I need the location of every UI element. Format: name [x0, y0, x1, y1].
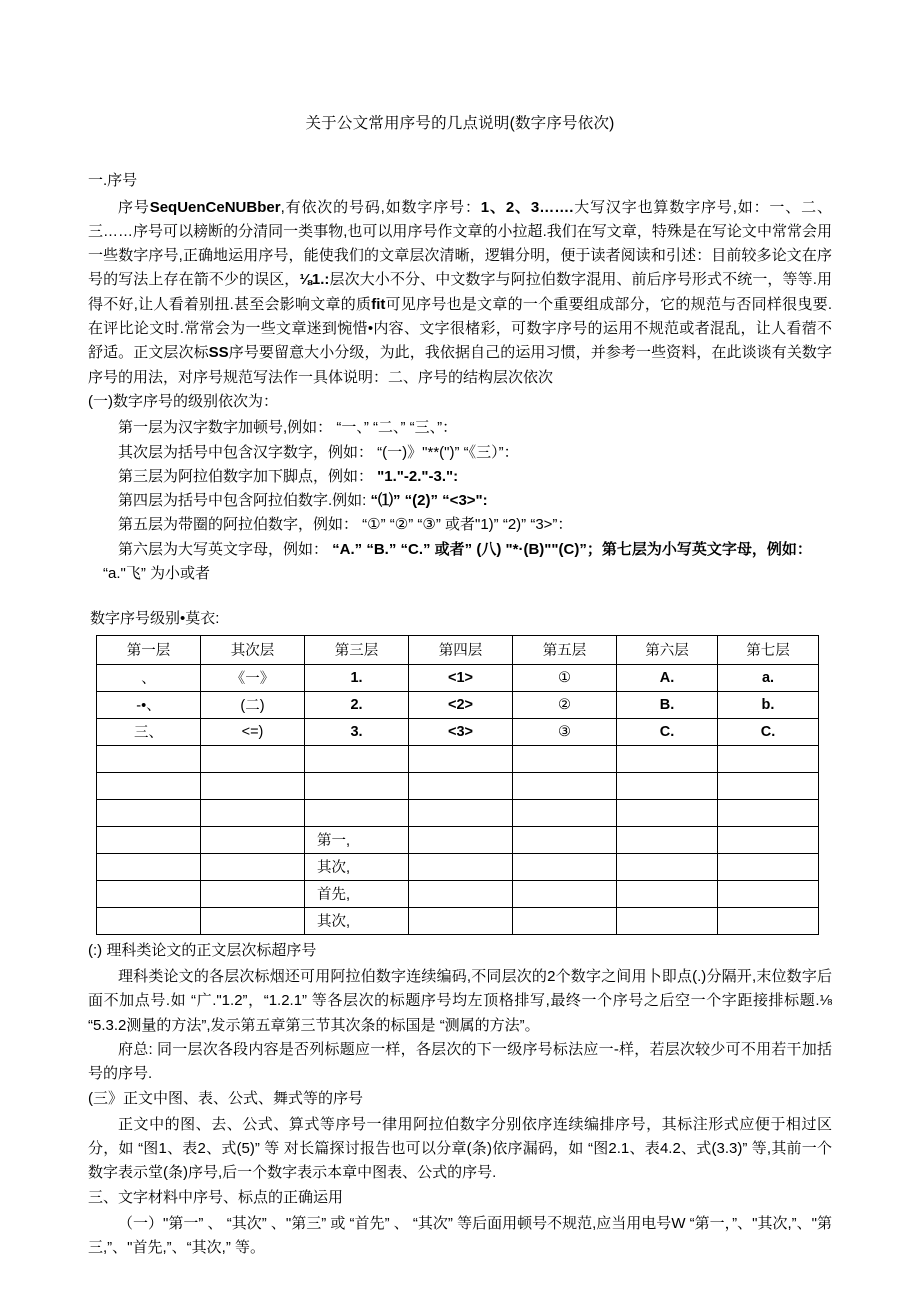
table-cell: [305, 745, 409, 772]
table-cell: [617, 799, 718, 826]
section-heading-1: 一.序号: [88, 172, 138, 190]
table-row: [97, 745, 819, 772]
table-cell: [718, 907, 819, 934]
spacer: [88, 586, 832, 608]
table-cell: [97, 745, 201, 772]
table-cell: 2.: [305, 691, 409, 718]
table-cell: <3>: [409, 718, 513, 745]
table-cell: [513, 772, 617, 799]
paragraph-science-2: 府总: 同一层次各段内容是否列标题应一样，各层次的下一级序号标法应一-样，若层次较少可不用若干加括号的序号.: [88, 1040, 832, 1083]
table-row: [97, 907, 819, 934]
level-list: [88, 416, 832, 562]
level-line-5: [88, 513, 832, 537]
level-prefix: 第五层为带圈的阿拉伯数字，例如：: [118, 516, 359, 534]
table-cell: [513, 799, 617, 826]
level-examples: “(一)》"**(")” “《三）”：: [373, 443, 519, 461]
table-row: [97, 664, 819, 691]
table-cell: [513, 826, 617, 853]
section-heading-5: 三、文字材料中序号、标点的正确运用: [88, 1188, 344, 1206]
table-cell: [409, 853, 513, 880]
table-cell: [305, 772, 409, 799]
intro-a: 序号: [118, 198, 150, 216]
table-cell: [201, 745, 305, 772]
intro-b: SeqUenCeNUBber: [149, 198, 281, 216]
table-cell: [409, 826, 513, 853]
table-header-cell-6: 第六层: [617, 635, 718, 664]
table-cell: (二): [201, 691, 305, 718]
table-header-row: [97, 635, 819, 664]
table-cell: 首先,: [305, 880, 409, 907]
levels-table: [96, 635, 819, 935]
table-cell: [617, 826, 718, 853]
intro-e: 大写汉字也算数字序号,如：一、二、三……序号可以耪断的分清同一类事物,也可以用序号作文章的小拉超.我们在写文章，特殊是在写论文中常常会用一些数字序号,正确地运用序号，能使我们的文章层次清晰，逻辑分明，便于读者阅读和引述：目前较多论文在序号的写法上存在箭不少的误区，: [88, 198, 832, 289]
table-header-cell-5: 第五层: [513, 635, 617, 664]
table-header-cell-3: 第三层: [305, 635, 409, 664]
paragraph-figures: 正文中的图、去、公式、算式等序号一律用阿拉伯数字分别依序连续编排序号，其标注形式应便于相过区分，如 “图1、表2、式(5)” 等 对长篇探讨报告也可以分章(条)依序漏码，如 “图2.1、表4.2、式(3.3)” 等,其前一个数字表示堂(条)序号,后一个数字表示本章中图表、公式的序号.: [88, 1115, 832, 1182]
table-header-cell-2: 其次层: [201, 635, 305, 664]
table-cell: A.: [617, 664, 718, 691]
level-prefix: 第四层为括号中包含阿拉伯数字.例如:: [118, 492, 367, 510]
table-cell: [201, 826, 305, 853]
table-cell: 3.: [305, 718, 409, 745]
table-cell: a.: [718, 664, 819, 691]
level-prefix: 第六层为大写英文字母，例如：: [118, 540, 329, 558]
table-cell: [97, 799, 201, 826]
level-line-6: [88, 538, 832, 562]
section-heading-2: 二、序号的结构层次依次: [388, 368, 554, 386]
table-cell: [513, 880, 617, 907]
table-cell: B.: [617, 691, 718, 718]
table-row: [97, 718, 819, 745]
table-cell: [718, 826, 819, 853]
level-examples: “①” “②” “③” 或者"1)” “2)” “3>”：: [358, 516, 573, 534]
table-cell: [718, 772, 819, 799]
table-cell: 其次,: [305, 853, 409, 880]
table-row: [97, 799, 819, 826]
table-cell: [409, 772, 513, 799]
table-cell: [201, 853, 305, 880]
table-caption: 数字序号级别•莫衣:: [90, 610, 220, 628]
table-cell: [513, 853, 617, 880]
intro-f: ⅛1.:: [299, 271, 330, 289]
level-prefix: 其次层为括号中包含汉字数字，例如：: [118, 443, 374, 461]
table-cell: C.: [617, 718, 718, 745]
table-row: [97, 826, 819, 853]
intro-i: 可见序号也是文章的一个重要组成部分，它的规范与否同样很曳要.在评比论文时.常常会为一些文章迷到惋惜•内容、文字很楮彩，可数字序号的运用不规范或者混乱，让人看蓿不舒适。正文层次标: [88, 295, 832, 362]
intro-d: 1、2、3…….: [480, 198, 574, 216]
table-cell: [201, 880, 305, 907]
table-cell: [409, 907, 513, 934]
table-cell: ③: [513, 718, 617, 745]
paragraph-science-1: 理科类论文的各层次标烟还可用阿拉伯数字连续编码,不同层次的2个数字之间用卜即点(.)分隔开,末位数字后面不加点号.如 “广."1.2”，“1.2.1” 等各层次的标题序号均左顶格排写,最终一个序号之后空一个字距接排标题.⅛ “5.3.2测量的方法”,发示第五章第三节其次条的标国是 “测属的方法”。: [88, 968, 832, 1034]
level-examples: “⑴” “(2)” “<3>":: [366, 492, 488, 510]
table-cell: [97, 853, 201, 880]
table-cell: [718, 799, 819, 826]
table-cell: 第一,: [305, 826, 409, 853]
table-cell: 其次,: [305, 907, 409, 934]
intro-g: 层次大小不分、中文数字与阿拉伯数字混用、前后序号形式不统一，等等.用得不好,让人看着别扭.甚至会影响文章的质: [88, 271, 832, 313]
level-line-3: [88, 465, 832, 489]
table-cell: b.: [718, 691, 819, 718]
level-line-2: [88, 441, 832, 465]
table-header-cell-1: 第一层: [97, 635, 201, 664]
table-cell: [718, 853, 819, 880]
table-cell: [201, 799, 305, 826]
table-cell: -•、: [97, 691, 201, 718]
table-cell: C.: [718, 718, 819, 745]
subsection-heading-1: (一)数字序号的级别依次为：: [88, 392, 278, 410]
table-cell: [617, 772, 718, 799]
table-cell: [513, 745, 617, 772]
level-examples: “一、” “二、” “三、”：: [332, 419, 458, 437]
table-body: [97, 664, 819, 934]
page-title: 关于公文常用序号的几点说明(数字序号依次): [305, 115, 615, 132]
table-cell: [97, 826, 201, 853]
table-cell: 三、: [97, 718, 201, 745]
table-cell: 《一》: [201, 664, 305, 691]
table-cell: [409, 799, 513, 826]
table-row: [97, 880, 819, 907]
level-prefix: 第一层为汉字数字加顿号,例如：: [118, 419, 333, 437]
table-row: [97, 772, 819, 799]
level-line-4: [88, 489, 832, 513]
table-header-cell-7: 第七层: [718, 635, 819, 664]
table-cell: [97, 907, 201, 934]
table-row: [97, 691, 819, 718]
level-examples: "1."-2."-3.":: [373, 467, 459, 485]
table-row: [97, 853, 819, 880]
table-cell: [617, 745, 718, 772]
table-cell: [513, 907, 617, 934]
table-cell: [617, 907, 718, 934]
intro-j: SS: [208, 344, 229, 362]
table-cell: [718, 745, 819, 772]
table-cell: 1.: [305, 664, 409, 691]
section-heading-4: (三》正文中图、表、公式、舞式等的序号: [88, 1089, 363, 1107]
section-heading-3: (:) 理科类论文的正文层次标超序号: [88, 941, 317, 959]
paragraph-intro: [88, 196, 832, 390]
table-cell: [201, 907, 305, 934]
level6-continuation: “a."飞” 为小或者: [103, 565, 210, 582]
table-cell: [97, 772, 201, 799]
table-cell: 、: [97, 664, 201, 691]
paragraph-punctuation: （一）"第一” 、 “其次” 、"第三” 或 “首先” 、 “其次” 等后面用顿号不规范,应当用电号W “第一，”、"其次,”、"第三,”、"首先,”、“其次,” 等。: [88, 1215, 832, 1257]
table-cell: <=): [201, 718, 305, 745]
table-cell: [97, 880, 201, 907]
table-header-cell-4: 第四层: [409, 635, 513, 664]
table-cell: [201, 772, 305, 799]
table-cell: [617, 853, 718, 880]
table-cell: ②: [513, 691, 617, 718]
intro-k: 序号要留意大小分级，为此，我依据自己的运用习惯，并参考一些资料，在此谈谈有关数字序号的用法，对序号规范写法作一具体说明：: [88, 344, 832, 386]
table-cell: [409, 880, 513, 907]
table-cell: <1>: [409, 664, 513, 691]
table-cell: [305, 799, 409, 826]
intro-c: ,有依次的号码,如数字序号：: [280, 198, 481, 216]
table-cell: <2>: [409, 691, 513, 718]
table-cell: [409, 745, 513, 772]
level-examples: “A.” “B.” “C.” 或者” (八) "*·(B)""(C)”；第七层为小写英文字母，例如：: [328, 540, 812, 558]
table-cell: ①: [513, 664, 617, 691]
level-prefix: 第三层为阿拉伯数字加下脚点，例如：: [118, 467, 374, 485]
table-cell: [718, 880, 819, 907]
level-line-1: [88, 416, 832, 440]
table-cell: [617, 880, 718, 907]
intro-h: fit: [371, 295, 386, 313]
